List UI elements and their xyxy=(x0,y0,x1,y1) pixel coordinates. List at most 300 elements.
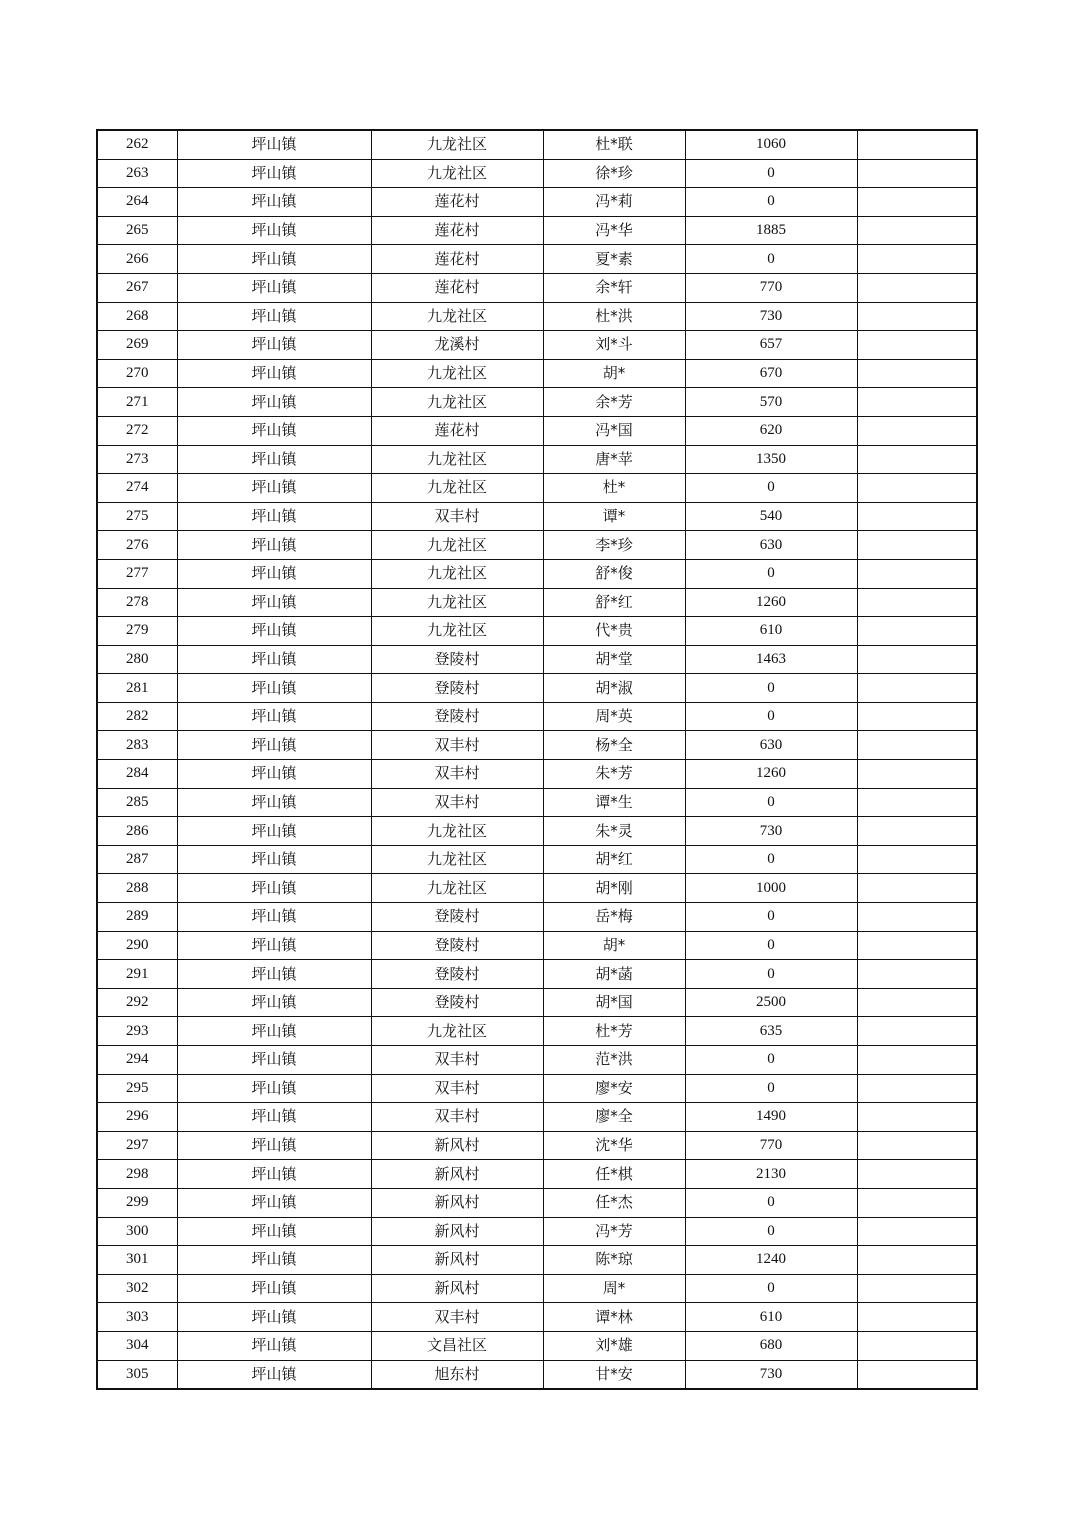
town-cell: 坪山镇 xyxy=(177,130,371,159)
row-number-cell: 269 xyxy=(97,331,177,360)
person-name-cell: 岳*梅 xyxy=(543,903,685,932)
amount-cell: 0 xyxy=(685,1217,857,1246)
amount-cell: 610 xyxy=(685,1303,857,1332)
person-name-cell: 胡*堂 xyxy=(543,645,685,674)
village-cell: 双丰村 xyxy=(371,788,543,817)
note-cell xyxy=(857,1360,977,1389)
note-cell xyxy=(857,531,977,560)
row-number-cell: 298 xyxy=(97,1160,177,1189)
amount-cell: 0 xyxy=(685,159,857,188)
note-cell xyxy=(857,331,977,360)
person-name-cell: 徐*珍 xyxy=(543,159,685,188)
table-row xyxy=(97,1188,977,1217)
town-cell: 坪山镇 xyxy=(177,617,371,646)
amount-cell: 0 xyxy=(685,1188,857,1217)
person-name-cell: 刘*斗 xyxy=(543,331,685,360)
note-cell xyxy=(857,817,977,846)
row-number-cell: 286 xyxy=(97,817,177,846)
town-cell: 坪山镇 xyxy=(177,903,371,932)
amount-cell: 570 xyxy=(685,388,857,417)
person-name-cell: 代*贵 xyxy=(543,617,685,646)
table-row xyxy=(97,273,977,302)
village-cell: 九龙社区 xyxy=(371,1017,543,1046)
village-cell: 双丰村 xyxy=(371,502,543,531)
person-name-cell: 舒*红 xyxy=(543,588,685,617)
village-cell: 九龙社区 xyxy=(371,388,543,417)
row-number-cell: 272 xyxy=(97,416,177,445)
table-row xyxy=(97,359,977,388)
note-cell xyxy=(857,159,977,188)
table-row xyxy=(97,674,977,703)
row-number-cell: 305 xyxy=(97,1360,177,1389)
row-number-cell: 265 xyxy=(97,216,177,245)
village-cell: 登陵村 xyxy=(371,988,543,1017)
amount-cell: 0 xyxy=(685,960,857,989)
table-row xyxy=(97,531,977,560)
note-cell xyxy=(857,1103,977,1132)
town-cell: 坪山镇 xyxy=(177,388,371,417)
note-cell xyxy=(857,845,977,874)
amount-cell: 0 xyxy=(685,903,857,932)
note-cell xyxy=(857,760,977,789)
amount-cell: 620 xyxy=(685,416,857,445)
row-number-cell: 300 xyxy=(97,1217,177,1246)
town-cell: 坪山镇 xyxy=(177,1160,371,1189)
row-number-cell: 301 xyxy=(97,1246,177,1275)
village-cell: 登陵村 xyxy=(371,960,543,989)
person-name-cell: 余*芳 xyxy=(543,388,685,417)
town-cell: 坪山镇 xyxy=(177,1103,371,1132)
row-number-cell: 304 xyxy=(97,1331,177,1360)
table-row xyxy=(97,931,977,960)
amount-cell: 1350 xyxy=(685,445,857,474)
table-row xyxy=(97,331,977,360)
person-name-cell: 唐*苹 xyxy=(543,445,685,474)
row-number-cell: 280 xyxy=(97,645,177,674)
person-name-cell: 杜*洪 xyxy=(543,302,685,331)
village-cell: 莲花村 xyxy=(371,273,543,302)
table-row xyxy=(97,1103,977,1132)
amount-cell: 770 xyxy=(685,1131,857,1160)
note-cell xyxy=(857,617,977,646)
village-cell: 新风村 xyxy=(371,1131,543,1160)
note-cell xyxy=(857,216,977,245)
village-cell: 九龙社区 xyxy=(371,817,543,846)
person-name-cell: 朱*芳 xyxy=(543,760,685,789)
person-name-cell: 杜*联 xyxy=(543,130,685,159)
village-cell: 莲花村 xyxy=(371,188,543,217)
town-cell: 坪山镇 xyxy=(177,674,371,703)
note-cell xyxy=(857,588,977,617)
amount-cell: 0 xyxy=(685,559,857,588)
town-cell: 坪山镇 xyxy=(177,359,371,388)
note-cell xyxy=(857,130,977,159)
amount-cell: 630 xyxy=(685,731,857,760)
town-cell: 坪山镇 xyxy=(177,731,371,760)
village-cell: 九龙社区 xyxy=(371,359,543,388)
amount-cell: 1885 xyxy=(685,216,857,245)
table-row xyxy=(97,903,977,932)
village-cell: 九龙社区 xyxy=(371,559,543,588)
town-cell: 坪山镇 xyxy=(177,159,371,188)
amount-cell: 1463 xyxy=(685,645,857,674)
table-row xyxy=(97,416,977,445)
amount-cell: 0 xyxy=(685,845,857,874)
table-row xyxy=(97,1331,977,1360)
person-name-cell: 冯*国 xyxy=(543,416,685,445)
town-cell: 坪山镇 xyxy=(177,273,371,302)
town-cell: 坪山镇 xyxy=(177,1131,371,1160)
note-cell xyxy=(857,1188,977,1217)
town-cell: 坪山镇 xyxy=(177,474,371,503)
amount-cell: 0 xyxy=(685,1274,857,1303)
town-cell: 坪山镇 xyxy=(177,445,371,474)
village-cell: 文昌社区 xyxy=(371,1331,543,1360)
table-row xyxy=(97,1360,977,1389)
row-number-cell: 274 xyxy=(97,474,177,503)
table-row xyxy=(97,1017,977,1046)
table-row xyxy=(97,617,977,646)
table-row xyxy=(97,1217,977,1246)
note-cell xyxy=(857,359,977,388)
table-row xyxy=(97,474,977,503)
table-row xyxy=(97,731,977,760)
table-row xyxy=(97,1303,977,1332)
person-name-cell: 舒*俊 xyxy=(543,559,685,588)
row-number-cell: 287 xyxy=(97,845,177,874)
row-number-cell: 279 xyxy=(97,617,177,646)
note-cell xyxy=(857,388,977,417)
roster-table xyxy=(96,129,978,1390)
note-cell xyxy=(857,674,977,703)
town-cell: 坪山镇 xyxy=(177,788,371,817)
row-number-cell: 290 xyxy=(97,931,177,960)
person-name-cell: 胡* xyxy=(543,359,685,388)
note-cell xyxy=(857,1160,977,1189)
row-number-cell: 277 xyxy=(97,559,177,588)
row-number-cell: 294 xyxy=(97,1046,177,1075)
town-cell: 坪山镇 xyxy=(177,1046,371,1075)
table-row xyxy=(97,645,977,674)
amount-cell: 730 xyxy=(685,302,857,331)
person-name-cell: 朱*灵 xyxy=(543,817,685,846)
village-cell: 双丰村 xyxy=(371,1103,543,1132)
person-name-cell: 杜* xyxy=(543,474,685,503)
person-name-cell: 胡*淑 xyxy=(543,674,685,703)
town-cell: 坪山镇 xyxy=(177,1274,371,1303)
row-number-cell: 302 xyxy=(97,1274,177,1303)
note-cell xyxy=(857,1217,977,1246)
person-name-cell: 胡*菡 xyxy=(543,960,685,989)
person-name-cell: 谭*林 xyxy=(543,1303,685,1332)
amount-cell: 680 xyxy=(685,1331,857,1360)
amount-cell: 0 xyxy=(685,474,857,503)
table-row xyxy=(97,302,977,331)
town-cell: 坪山镇 xyxy=(177,216,371,245)
village-cell: 九龙社区 xyxy=(371,474,543,503)
amount-cell: 730 xyxy=(685,1360,857,1389)
village-cell: 登陵村 xyxy=(371,931,543,960)
note-cell xyxy=(857,245,977,274)
amount-cell: 1240 xyxy=(685,1246,857,1275)
town-cell: 坪山镇 xyxy=(177,645,371,674)
note-cell xyxy=(857,445,977,474)
person-name-cell: 廖*全 xyxy=(543,1103,685,1132)
table-row xyxy=(97,502,977,531)
village-cell: 九龙社区 xyxy=(371,302,543,331)
note-cell xyxy=(857,1303,977,1332)
person-name-cell: 杨*全 xyxy=(543,731,685,760)
note-cell xyxy=(857,1131,977,1160)
amount-cell: 1490 xyxy=(685,1103,857,1132)
amount-cell: 630 xyxy=(685,531,857,560)
row-number-cell: 285 xyxy=(97,788,177,817)
town-cell: 坪山镇 xyxy=(177,960,371,989)
amount-cell: 0 xyxy=(685,1046,857,1075)
town-cell: 坪山镇 xyxy=(177,931,371,960)
town-cell: 坪山镇 xyxy=(177,1246,371,1275)
note-cell xyxy=(857,1017,977,1046)
amount-cell: 0 xyxy=(685,1074,857,1103)
amount-cell: 670 xyxy=(685,359,857,388)
note-cell xyxy=(857,1074,977,1103)
table-row xyxy=(97,188,977,217)
town-cell: 坪山镇 xyxy=(177,331,371,360)
amount-cell: 540 xyxy=(685,502,857,531)
town-cell: 坪山镇 xyxy=(177,531,371,560)
table-row xyxy=(97,1274,977,1303)
row-number-cell: 276 xyxy=(97,531,177,560)
table-row xyxy=(97,845,977,874)
village-cell: 莲花村 xyxy=(371,216,543,245)
village-cell: 双丰村 xyxy=(371,1303,543,1332)
town-cell: 坪山镇 xyxy=(177,874,371,903)
town-cell: 坪山镇 xyxy=(177,702,371,731)
person-name-cell: 沈*华 xyxy=(543,1131,685,1160)
person-name-cell: 冯*莉 xyxy=(543,188,685,217)
note-cell xyxy=(857,645,977,674)
roster-table-body xyxy=(97,130,977,1389)
amount-cell: 0 xyxy=(685,188,857,217)
row-number-cell: 284 xyxy=(97,760,177,789)
person-name-cell: 廖*安 xyxy=(543,1074,685,1103)
person-name-cell: 周*英 xyxy=(543,702,685,731)
town-cell: 坪山镇 xyxy=(177,302,371,331)
person-name-cell: 冯*芳 xyxy=(543,1217,685,1246)
table-row xyxy=(97,702,977,731)
amount-cell: 1260 xyxy=(685,760,857,789)
row-number-cell: 271 xyxy=(97,388,177,417)
table-row xyxy=(97,130,977,159)
village-cell: 登陵村 xyxy=(371,645,543,674)
town-cell: 坪山镇 xyxy=(177,845,371,874)
amount-cell: 2130 xyxy=(685,1160,857,1189)
amount-cell: 0 xyxy=(685,788,857,817)
village-cell: 登陵村 xyxy=(371,702,543,731)
row-number-cell: 278 xyxy=(97,588,177,617)
note-cell xyxy=(857,960,977,989)
table-row xyxy=(97,445,977,474)
village-cell: 莲花村 xyxy=(371,245,543,274)
person-name-cell: 胡*刚 xyxy=(543,874,685,903)
town-cell: 坪山镇 xyxy=(177,1303,371,1332)
person-name-cell: 陈*琼 xyxy=(543,1246,685,1275)
village-cell: 新风村 xyxy=(371,1274,543,1303)
row-number-cell: 292 xyxy=(97,988,177,1017)
town-cell: 坪山镇 xyxy=(177,502,371,531)
town-cell: 坪山镇 xyxy=(177,1331,371,1360)
village-cell: 双丰村 xyxy=(371,1046,543,1075)
town-cell: 坪山镇 xyxy=(177,988,371,1017)
table-row xyxy=(97,960,977,989)
row-number-cell: 291 xyxy=(97,960,177,989)
town-cell: 坪山镇 xyxy=(177,588,371,617)
row-number-cell: 299 xyxy=(97,1188,177,1217)
note-cell xyxy=(857,302,977,331)
table-row xyxy=(97,588,977,617)
note-cell xyxy=(857,188,977,217)
row-number-cell: 262 xyxy=(97,130,177,159)
village-cell: 双丰村 xyxy=(371,731,543,760)
row-number-cell: 270 xyxy=(97,359,177,388)
note-cell xyxy=(857,988,977,1017)
person-name-cell: 胡*红 xyxy=(543,845,685,874)
village-cell: 九龙社区 xyxy=(371,445,543,474)
person-name-cell: 范*洪 xyxy=(543,1046,685,1075)
village-cell: 莲花村 xyxy=(371,416,543,445)
note-cell xyxy=(857,931,977,960)
row-number-cell: 283 xyxy=(97,731,177,760)
row-number-cell: 281 xyxy=(97,674,177,703)
town-cell: 坪山镇 xyxy=(177,245,371,274)
row-number-cell: 263 xyxy=(97,159,177,188)
note-cell xyxy=(857,1331,977,1360)
table-row xyxy=(97,159,977,188)
person-name-cell: 周* xyxy=(543,1274,685,1303)
amount-cell: 1260 xyxy=(685,588,857,617)
town-cell: 坪山镇 xyxy=(177,188,371,217)
table-row xyxy=(97,216,977,245)
table-row xyxy=(97,1074,977,1103)
person-name-cell: 冯*华 xyxy=(543,216,685,245)
table-row xyxy=(97,245,977,274)
row-number-cell: 293 xyxy=(97,1017,177,1046)
row-number-cell: 264 xyxy=(97,188,177,217)
row-number-cell: 266 xyxy=(97,245,177,274)
village-cell: 双丰村 xyxy=(371,760,543,789)
person-name-cell: 刘*雄 xyxy=(543,1331,685,1360)
village-cell: 九龙社区 xyxy=(371,159,543,188)
table-row xyxy=(97,988,977,1017)
amount-cell: 0 xyxy=(685,245,857,274)
amount-cell: 0 xyxy=(685,674,857,703)
person-name-cell: 谭* xyxy=(543,502,685,531)
village-cell: 登陵村 xyxy=(371,674,543,703)
village-cell: 九龙社区 xyxy=(371,874,543,903)
village-cell: 龙溪村 xyxy=(371,331,543,360)
amount-cell: 0 xyxy=(685,702,857,731)
person-name-cell: 夏*素 xyxy=(543,245,685,274)
note-cell xyxy=(857,702,977,731)
table-row xyxy=(97,1160,977,1189)
town-cell: 坪山镇 xyxy=(177,559,371,588)
row-number-cell: 268 xyxy=(97,302,177,331)
village-cell: 九龙社区 xyxy=(371,531,543,560)
village-cell: 新风村 xyxy=(371,1246,543,1275)
village-cell: 九龙社区 xyxy=(371,588,543,617)
table-row xyxy=(97,1046,977,1075)
amount-cell: 1000 xyxy=(685,874,857,903)
row-number-cell: 282 xyxy=(97,702,177,731)
note-cell xyxy=(857,416,977,445)
row-number-cell: 303 xyxy=(97,1303,177,1332)
town-cell: 坪山镇 xyxy=(177,1074,371,1103)
person-name-cell: 胡*国 xyxy=(543,988,685,1017)
row-number-cell: 267 xyxy=(97,273,177,302)
note-cell xyxy=(857,788,977,817)
row-number-cell: 296 xyxy=(97,1103,177,1132)
amount-cell: 0 xyxy=(685,931,857,960)
table-row xyxy=(97,559,977,588)
row-number-cell: 288 xyxy=(97,874,177,903)
note-cell xyxy=(857,731,977,760)
amount-cell: 770 xyxy=(685,273,857,302)
note-cell xyxy=(857,502,977,531)
row-number-cell: 289 xyxy=(97,903,177,932)
table-row xyxy=(97,788,977,817)
table-row xyxy=(97,388,977,417)
town-cell: 坪山镇 xyxy=(177,1217,371,1246)
person-name-cell: 余*轩 xyxy=(543,273,685,302)
table-row xyxy=(97,874,977,903)
amount-cell: 635 xyxy=(685,1017,857,1046)
amount-cell: 610 xyxy=(685,617,857,646)
town-cell: 坪山镇 xyxy=(177,1188,371,1217)
village-cell: 双丰村 xyxy=(371,1074,543,1103)
person-name-cell: 甘*安 xyxy=(543,1360,685,1389)
village-cell: 旭东村 xyxy=(371,1360,543,1389)
person-name-cell: 任*杰 xyxy=(543,1188,685,1217)
table-row xyxy=(97,1131,977,1160)
town-cell: 坪山镇 xyxy=(177,1017,371,1046)
village-cell: 新风村 xyxy=(371,1188,543,1217)
row-number-cell: 275 xyxy=(97,502,177,531)
person-name-cell: 杜*芳 xyxy=(543,1017,685,1046)
person-name-cell: 李*珍 xyxy=(543,531,685,560)
village-cell: 九龙社区 xyxy=(371,130,543,159)
note-cell xyxy=(857,1046,977,1075)
person-name-cell: 谭*生 xyxy=(543,788,685,817)
amount-cell: 2500 xyxy=(685,988,857,1017)
row-number-cell: 297 xyxy=(97,1131,177,1160)
note-cell xyxy=(857,1246,977,1275)
town-cell: 坪山镇 xyxy=(177,760,371,789)
note-cell xyxy=(857,1274,977,1303)
village-cell: 新风村 xyxy=(371,1217,543,1246)
person-name-cell: 胡* xyxy=(543,931,685,960)
amount-cell: 730 xyxy=(685,817,857,846)
row-number-cell: 273 xyxy=(97,445,177,474)
note-cell xyxy=(857,559,977,588)
town-cell: 坪山镇 xyxy=(177,817,371,846)
village-cell: 登陵村 xyxy=(371,903,543,932)
note-cell xyxy=(857,273,977,302)
village-cell: 新风村 xyxy=(371,1160,543,1189)
amount-cell: 1060 xyxy=(685,130,857,159)
table-row xyxy=(97,760,977,789)
town-cell: 坪山镇 xyxy=(177,416,371,445)
note-cell xyxy=(857,874,977,903)
